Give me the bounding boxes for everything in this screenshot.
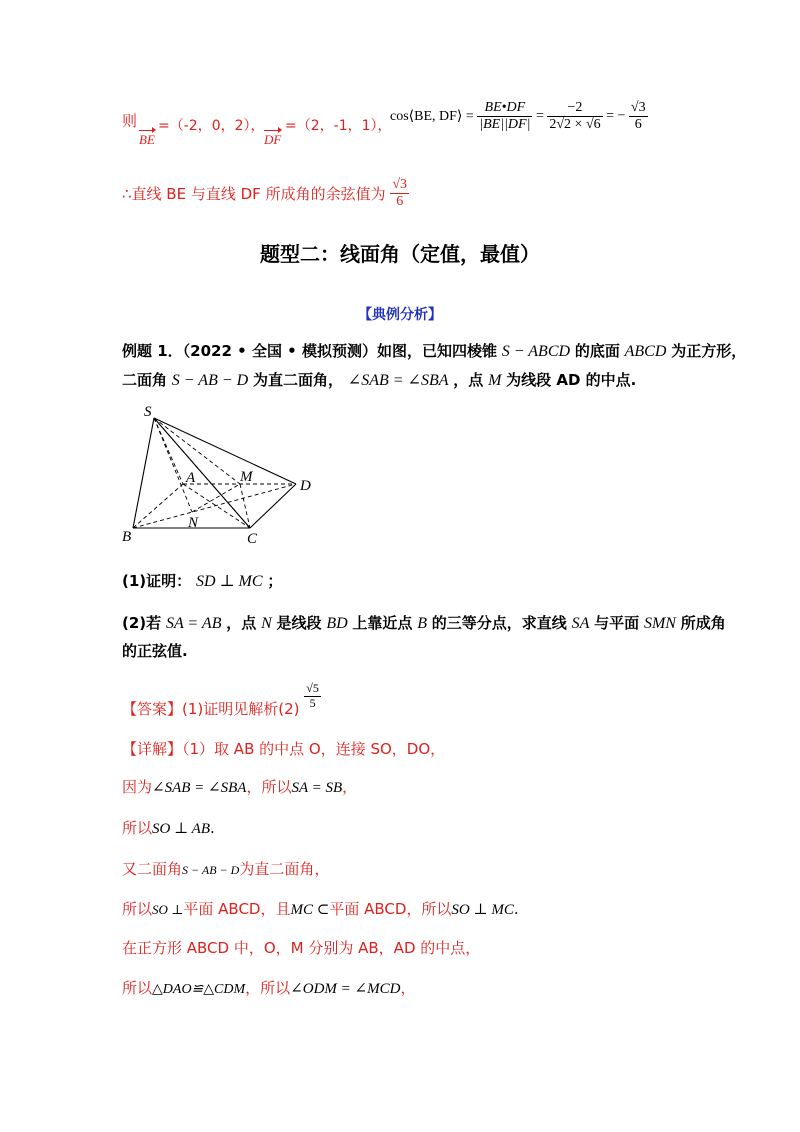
label-s: S bbox=[144, 404, 152, 420]
vector-line bbox=[122, 110, 137, 131]
part-2-line-1: (2)若 SA = AB ，点 N 是线段 BD 上靠近点 B 的三等分点，求直线 SA 与平面 SMN 所成角 bbox=[122, 614, 726, 632]
part-1: (1)证明： SD ⊥ MC ； bbox=[122, 572, 283, 590]
section-heading: 题型二：线面角（定值，最值） bbox=[260, 242, 540, 266]
frac-2: $\frac{-2}{2√2 \times √6}$ bbox=[549, 100, 601, 133]
solution-line-6: 在正方形 ABCD 中，O，M 分别为 AB，AD 的中点， bbox=[122, 939, 481, 957]
label-n: N bbox=[188, 515, 199, 531]
solution-line-5: 所以SO ⊥平面 ABCD，且MC ⊂平面 ABCD，所以SO ⊥ MC. bbox=[122, 900, 519, 918]
ze-text: 则 bbox=[122, 112, 138, 130]
vector-df-value: =（2，-1，1）， bbox=[285, 118, 392, 134]
vector-be-value: =（-2，0，2）， bbox=[158, 118, 265, 134]
part-2-line-2: 的正弦值. bbox=[122, 642, 188, 660]
answer: 【答案】(1)证明见解析(2) $\frac{√5}{5}$ bbox=[122, 681, 319, 718]
problem-line-1: 例题 1．（2022 • 全国 • 模拟预测）如图，已知四棱锥 S − ABCD 的底面 ABCD 为正方形， bbox=[122, 342, 747, 360]
edge-sb bbox=[133, 418, 154, 528]
cos-expr: cos⟨BE, DF⟩ = bbox=[390, 109, 474, 125]
solution-line-3: 所以SO ⊥ AB. bbox=[122, 819, 215, 837]
label-a: A bbox=[186, 470, 196, 486]
frac-1: $\frac{BE•DF}{|BE||DF|}$ bbox=[479, 100, 531, 133]
frac-3: $\frac{√3}{6}$ bbox=[630, 100, 646, 133]
label-m: M bbox=[240, 469, 253, 485]
cosine-formula: cos⟨BE, DF⟩ = $\frac{BE•DF}{|BE||DF|}$ = $\frac{-2}{2√2 \times √6}$ = − $\frac{√3}{6}$ bbox=[390, 100, 646, 133]
solution-line-1: 【详解】（1）取 AB 的中点 O，连接 SO，DO， bbox=[122, 740, 446, 758]
vector-df-label: DF bbox=[264, 132, 282, 147]
vector-be-label: BE bbox=[139, 132, 155, 147]
problem-line-2: 二面角 S − AB − D 为直二面角， ∠SAB = ∠SBA ，点 M 为线段 AD 的中点. bbox=[122, 371, 637, 389]
edge-sd bbox=[154, 418, 296, 484]
edge-cd bbox=[250, 484, 296, 528]
solution-line-7: 所以△DAO≌△CDM，所以∠ODM = ∠MCD， bbox=[122, 979, 416, 997]
label-d: D bbox=[300, 478, 311, 494]
example-tag: 【典例分析】 bbox=[358, 307, 442, 323]
label-c: C bbox=[247, 531, 258, 547]
pyramid-figure bbox=[118, 400, 318, 550]
solution-line-4: 又二面角S − AB − D为直二面角， bbox=[122, 860, 330, 878]
label-b: B bbox=[122, 529, 132, 545]
solution-line-2: 因为∠SAB = ∠SBA，所以SA = SB， bbox=[122, 778, 358, 796]
edge-bd bbox=[133, 484, 296, 528]
conclusion: ∴直线 BE 与直线 DF 所成角的余弦值为 $\frac{√3}{6}$ bbox=[122, 177, 408, 210]
edge-mc bbox=[240, 484, 250, 528]
